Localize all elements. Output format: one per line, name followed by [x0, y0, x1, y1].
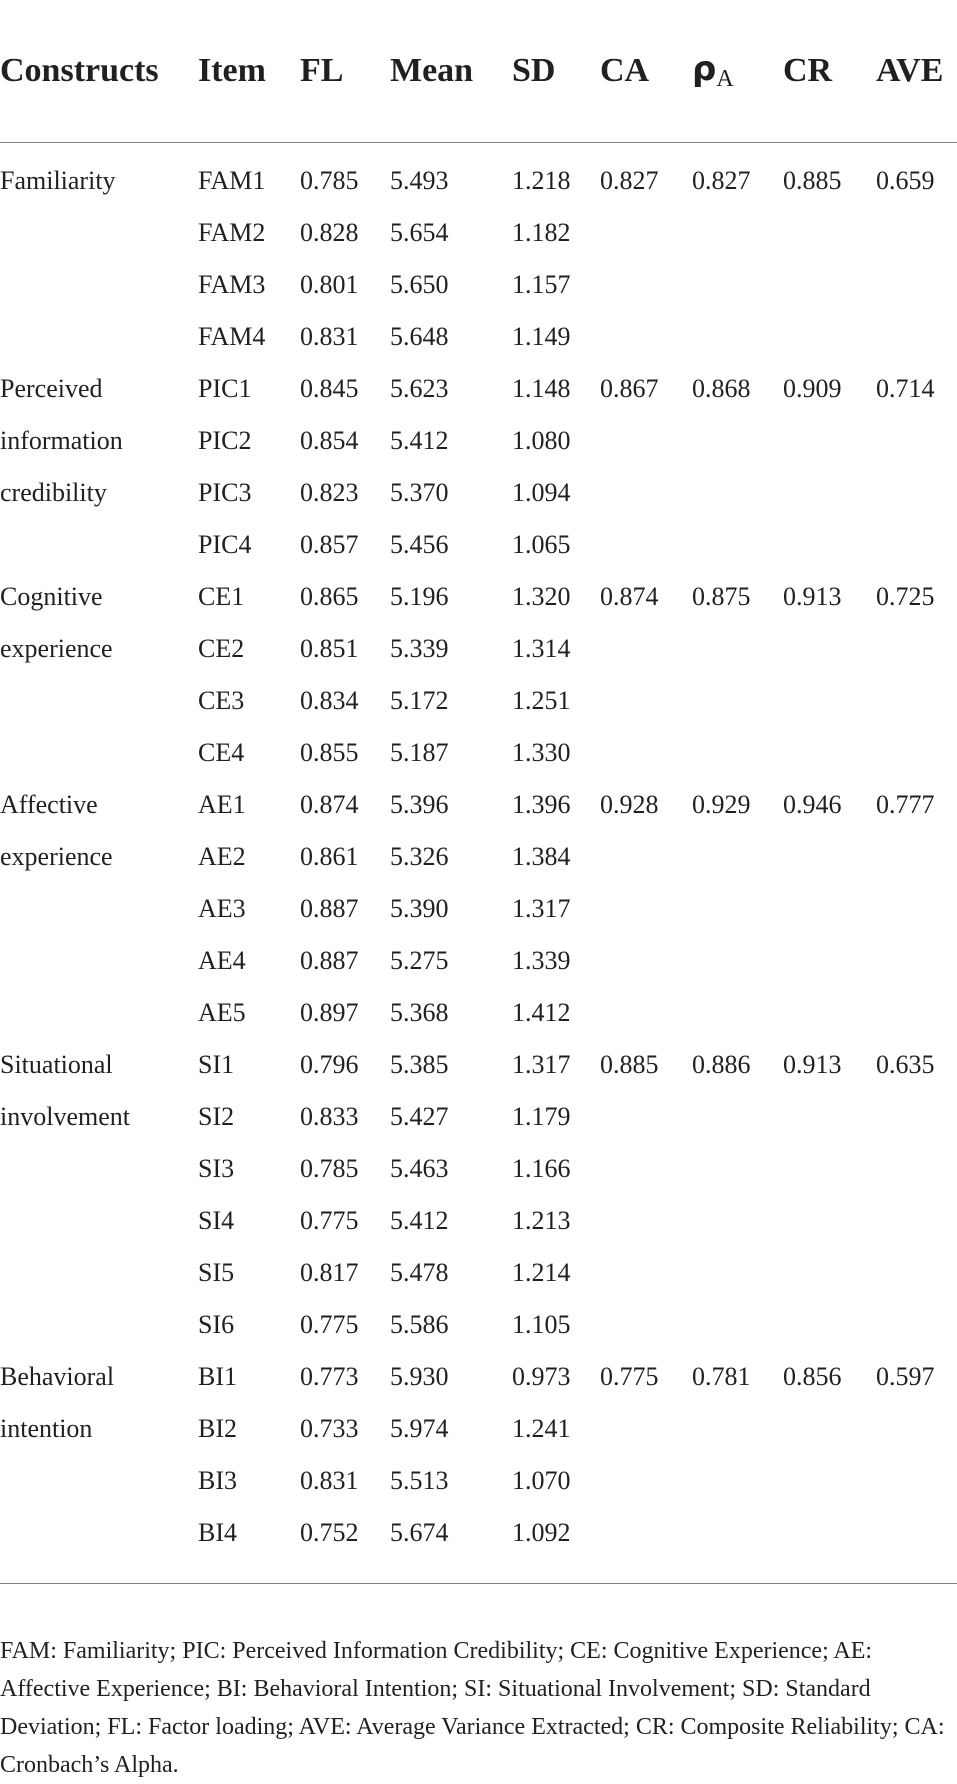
construct-cell: Behavioral	[0, 1362, 115, 1391]
ave-cell	[876, 1247, 957, 1299]
mean-cell: 5.385	[390, 1050, 449, 1079]
ave-cell	[876, 519, 957, 571]
cr-cell	[783, 519, 876, 571]
construct-cell	[0, 883, 198, 935]
cr-cell	[783, 623, 876, 675]
sd-cell: 1.317	[512, 894, 571, 923]
ave-cell	[876, 311, 957, 363]
item-cell: PIC1	[198, 374, 252, 403]
cr-cell: 0.946	[783, 790, 842, 819]
ave-cell: 0.597	[876, 1362, 935, 1391]
top-spacer-row	[0, 143, 957, 156]
item-cell: FAM3	[198, 270, 266, 299]
rho-a-cell	[692, 259, 783, 311]
ca-cell	[600, 1143, 692, 1195]
cr-cell	[783, 467, 876, 519]
table-row	[0, 207, 957, 259]
ave-cell: 0.725	[876, 582, 935, 611]
cr-cell	[783, 415, 876, 467]
table-row	[0, 1247, 957, 1299]
fl-cell: 0.851	[300, 634, 359, 663]
ave-cell	[876, 987, 957, 1039]
sd-cell: 1.065	[512, 530, 571, 559]
ca-cell: 0.874	[600, 582, 659, 611]
ca-cell	[600, 207, 692, 259]
table-row	[0, 883, 957, 935]
ca-cell	[600, 1091, 692, 1143]
sd-cell: 1.179	[512, 1102, 571, 1131]
table-row	[0, 675, 957, 727]
sd-cell: 1.166	[512, 1154, 571, 1183]
cr-cell	[783, 1507, 876, 1559]
ca-cell	[600, 519, 692, 571]
cr-cell	[783, 675, 876, 727]
mean-cell: 5.275	[390, 946, 449, 975]
mean-cell: 5.623	[390, 374, 449, 403]
fl-cell: 0.865	[300, 582, 359, 611]
item-cell: CE4	[198, 738, 245, 767]
table-row	[0, 1403, 957, 1455]
construct-cell	[0, 727, 198, 779]
fl-cell: 0.796	[300, 1050, 359, 1079]
ca-cell: 0.867	[600, 374, 659, 403]
item-cell: PIC4	[198, 530, 252, 559]
fl-cell: 0.733	[300, 1414, 359, 1443]
item-cell: FAM1	[198, 166, 266, 195]
ca-cell	[600, 831, 692, 883]
construct-cell: Situational	[0, 1050, 113, 1079]
table-body	[0, 143, 957, 1584]
ave-cell: 0.777	[876, 790, 935, 819]
mean-cell: 5.172	[390, 686, 449, 715]
cr-cell	[783, 831, 876, 883]
ca-cell	[600, 987, 692, 1039]
mean-cell: 5.493	[390, 166, 449, 195]
table-row	[0, 571, 957, 623]
item-cell: SI3	[198, 1154, 235, 1183]
mean-cell: 5.456	[390, 530, 449, 559]
mean-cell: 5.326	[390, 842, 449, 871]
item-cell: AE5	[198, 998, 246, 1027]
mean-cell: 5.390	[390, 894, 449, 923]
cr-cell	[783, 1143, 876, 1195]
item-cell: SI6	[198, 1310, 235, 1339]
rho-a-cell	[692, 467, 783, 519]
rho-a-cell: 0.875	[692, 582, 751, 611]
fl-cell: 0.874	[300, 790, 359, 819]
cr-cell	[783, 935, 876, 987]
item-cell: BI2	[198, 1414, 237, 1443]
sd-cell: 1.384	[512, 842, 571, 871]
sd-cell: 1.092	[512, 1518, 571, 1547]
sd-cell: 1.412	[512, 998, 571, 1027]
fl-cell: 0.861	[300, 842, 359, 871]
table-row	[0, 1455, 957, 1507]
ave-cell	[876, 1091, 957, 1143]
header-fl: FL	[300, 0, 390, 143]
fl-cell: 0.752	[300, 1518, 359, 1547]
ca-cell	[600, 1195, 692, 1247]
ca-cell	[600, 467, 692, 519]
table-row	[0, 779, 957, 831]
construct-cell	[0, 675, 198, 727]
construct-cell	[0, 1195, 198, 1247]
item-cell: AE3	[198, 894, 246, 923]
item-cell: SI4	[198, 1206, 235, 1235]
item-cell: SI1	[198, 1050, 235, 1079]
mean-cell: 5.368	[390, 998, 449, 1027]
fl-cell: 0.775	[300, 1310, 359, 1339]
mean-cell: 5.974	[390, 1414, 449, 1443]
ca-cell: 0.928	[600, 790, 659, 819]
fl-cell: 0.834	[300, 686, 359, 715]
item-cell: PIC3	[198, 478, 252, 507]
rho-symbol: ρ	[692, 49, 717, 89]
rho-a-cell	[692, 311, 783, 363]
mean-cell: 5.370	[390, 478, 449, 507]
ca-cell	[600, 883, 692, 935]
fl-cell: 0.857	[300, 530, 359, 559]
sd-cell: 1.396	[512, 790, 571, 819]
ca-cell	[600, 311, 692, 363]
fl-cell: 0.831	[300, 1466, 359, 1495]
rho-a-cell: 0.868	[692, 374, 751, 403]
construct-cell: Affective	[0, 790, 98, 819]
rho-a-cell	[692, 1507, 783, 1559]
ca-cell	[600, 1403, 692, 1455]
ave-cell	[876, 935, 957, 987]
item-cell: CE1	[198, 582, 245, 611]
ave-cell	[876, 415, 957, 467]
mean-cell: 5.654	[390, 218, 449, 247]
construct-cell: Familiarity	[0, 166, 116, 195]
sd-cell: 1.339	[512, 946, 571, 975]
rho-a-cell	[692, 519, 783, 571]
fl-cell: 0.887	[300, 894, 359, 923]
construct-cell: credibility	[0, 478, 107, 507]
header-row	[0, 0, 957, 143]
mean-cell: 5.396	[390, 790, 449, 819]
sd-cell: 1.070	[512, 1466, 571, 1495]
header-sd: SD	[512, 0, 600, 143]
fl-cell: 0.897	[300, 998, 359, 1027]
table-footnote: FAM: Familiarity; PIC: Perceived Information Credibility; CE: Cognitive Experience; AE: Affective Experience; BI: Behavioral Intention; SI: Situational Involvement; SD: Standard Deviation; FL: Factor loading; AVE: Average Variance Extracted; CR: Composite Reliability; CA: Cronbach’s Alpha.	[0, 1638, 945, 1778]
table-row	[0, 155, 957, 207]
ca-cell: 0.885	[600, 1050, 659, 1079]
rho-a-cell	[692, 1195, 783, 1247]
header-ave: AVE	[876, 0, 957, 143]
mean-cell: 5.187	[390, 738, 449, 767]
ave-cell	[876, 1195, 957, 1247]
item-cell: CE3	[198, 686, 245, 715]
ca-cell	[600, 727, 692, 779]
rho-a-cell	[692, 883, 783, 935]
ave-cell	[876, 727, 957, 779]
ave-cell	[876, 623, 957, 675]
cr-cell	[783, 727, 876, 779]
sd-cell: 1.182	[512, 218, 571, 247]
sd-cell: 1.148	[512, 374, 571, 403]
ave-cell	[876, 259, 957, 311]
fl-cell: 0.887	[300, 946, 359, 975]
sd-cell: 1.320	[512, 582, 571, 611]
table-row	[0, 1507, 957, 1559]
sd-cell: 1.251	[512, 686, 571, 715]
cr-cell	[783, 1247, 876, 1299]
sd-cell: 1.330	[512, 738, 571, 767]
item-cell: AE4	[198, 946, 246, 975]
sd-cell: 1.094	[512, 478, 571, 507]
rho-a-cell	[692, 935, 783, 987]
item-cell: SI2	[198, 1102, 235, 1131]
fl-cell: 0.801	[300, 270, 359, 299]
cr-cell	[783, 1455, 876, 1507]
ca-cell	[600, 259, 692, 311]
rho-a-cell: 0.781	[692, 1362, 751, 1391]
rho-a-cell: 0.929	[692, 790, 751, 819]
fl-cell: 0.817	[300, 1258, 359, 1287]
header-constructs: Constructs	[0, 0, 198, 143]
rho-a-cell	[692, 1299, 783, 1351]
cr-cell: 0.856	[783, 1362, 842, 1391]
ave-cell	[876, 831, 957, 883]
table-row	[0, 1091, 957, 1143]
item-cell: BI4	[198, 1518, 237, 1547]
fl-cell: 0.845	[300, 374, 359, 403]
item-cell: AE1	[198, 790, 246, 819]
construct-cell	[0, 519, 198, 571]
header-rho-a	[692, 0, 783, 143]
table-row	[0, 1143, 957, 1195]
sd-cell: 1.214	[512, 1258, 571, 1287]
ave-cell	[876, 1299, 957, 1351]
ave-cell: 0.635	[876, 1050, 935, 1079]
table-row	[0, 727, 957, 779]
construct-cell: involvement	[0, 1102, 130, 1131]
fl-cell: 0.833	[300, 1102, 359, 1131]
item-cell: PIC2	[198, 426, 252, 455]
ave-cell	[876, 207, 957, 259]
ave-cell	[876, 1455, 957, 1507]
table-row	[0, 935, 957, 987]
construct-cell	[0, 1143, 198, 1195]
ave-cell: 0.714	[876, 374, 935, 403]
ave-cell	[876, 467, 957, 519]
mean-cell: 5.930	[390, 1362, 449, 1391]
construct-cell: intention	[0, 1414, 93, 1443]
cr-cell	[783, 259, 876, 311]
rho-a-cell	[692, 987, 783, 1039]
rho-a-cell	[692, 1403, 783, 1455]
header-item: Item	[198, 0, 300, 143]
fl-cell: 0.854	[300, 426, 359, 455]
mean-cell: 5.648	[390, 322, 449, 351]
sd-cell: 1.213	[512, 1206, 571, 1235]
mean-cell: 5.586	[390, 1310, 449, 1339]
fl-cell: 0.828	[300, 218, 359, 247]
mean-cell: 5.513	[390, 1466, 449, 1495]
table-row	[0, 831, 957, 883]
sd-cell: 1.157	[512, 270, 571, 299]
fl-cell: 0.855	[300, 738, 359, 767]
cr-cell	[783, 1403, 876, 1455]
sd-cell: 1.241	[512, 1414, 571, 1443]
ca-cell	[600, 1299, 692, 1351]
table-row	[0, 311, 957, 363]
table-row	[0, 259, 957, 311]
rho-a-cell	[692, 831, 783, 883]
item-cell: BI1	[198, 1362, 237, 1391]
sd-cell: 1.314	[512, 634, 571, 663]
rho-a-cell: 0.886	[692, 1050, 751, 1079]
ca-cell	[600, 1455, 692, 1507]
mean-cell: 5.427	[390, 1102, 449, 1131]
cr-cell	[783, 883, 876, 935]
header-ca: CA	[600, 0, 692, 143]
rho-a-cell	[692, 727, 783, 779]
ca-cell	[600, 1507, 692, 1559]
table-row	[0, 1195, 957, 1247]
sd-cell: 0.973	[512, 1362, 571, 1391]
item-cell: CE2	[198, 634, 245, 663]
spacer-cell	[0, 143, 957, 156]
construct-cell	[0, 935, 198, 987]
table-row	[0, 1299, 957, 1351]
mean-cell: 5.339	[390, 634, 449, 663]
table-row	[0, 987, 957, 1039]
rho-a-cell	[692, 415, 783, 467]
mean-cell: 5.463	[390, 1154, 449, 1183]
mean-cell: 5.412	[390, 1206, 449, 1235]
ca-cell	[600, 935, 692, 987]
fl-cell: 0.775	[300, 1206, 359, 1235]
cr-cell: 0.913	[783, 582, 842, 611]
ave-cell	[876, 1403, 957, 1455]
ca-cell: 0.775	[600, 1362, 659, 1391]
ave-cell: 0.659	[876, 166, 935, 195]
mean-cell: 5.650	[390, 270, 449, 299]
mean-cell: 5.196	[390, 582, 449, 611]
construct-cell	[0, 1455, 198, 1507]
rho-a-cell: 0.827	[692, 166, 751, 195]
construct-cell	[0, 1247, 198, 1299]
cr-cell	[783, 1299, 876, 1351]
item-cell: SI5	[198, 1258, 235, 1287]
mean-cell: 5.412	[390, 426, 449, 455]
construct-cell: information	[0, 426, 123, 455]
sd-cell: 1.149	[512, 322, 571, 351]
table-row	[0, 1039, 957, 1091]
table-row	[0, 363, 957, 415]
fl-cell: 0.831	[300, 322, 359, 351]
bottom-rule-row	[0, 1559, 957, 1584]
header-cr: CR	[783, 0, 876, 143]
item-cell: BI3	[198, 1466, 237, 1495]
table-row	[0, 467, 957, 519]
fl-cell: 0.785	[300, 1154, 359, 1183]
cr-cell	[783, 1091, 876, 1143]
construct-cell: Cognitive	[0, 582, 103, 611]
table-row	[0, 415, 957, 467]
rho-a-cell	[692, 1247, 783, 1299]
sd-cell: 1.317	[512, 1050, 571, 1079]
rho-subscript: A	[716, 66, 734, 92]
table-row	[0, 1351, 957, 1403]
construct-cell: experience	[0, 842, 113, 871]
fl-cell: 0.785	[300, 166, 359, 195]
construct-cell: Perceived	[0, 374, 103, 403]
header-mean: Mean	[390, 0, 512, 143]
cr-cell: 0.913	[783, 1050, 842, 1079]
construct-cell	[0, 987, 198, 1039]
cr-cell	[783, 1195, 876, 1247]
spacer-cell	[0, 1559, 957, 1584]
ca-cell	[600, 675, 692, 727]
ca-cell	[600, 415, 692, 467]
fl-cell: 0.773	[300, 1362, 359, 1391]
cr-cell: 0.885	[783, 166, 842, 195]
ave-cell	[876, 1507, 957, 1559]
ave-cell	[876, 675, 957, 727]
ca-cell: 0.827	[600, 166, 659, 195]
construct-cell: experience	[0, 634, 113, 663]
item-cell: FAM4	[198, 322, 266, 351]
rho-a-cell	[692, 1455, 783, 1507]
ave-cell	[876, 1143, 957, 1195]
construct-cell	[0, 207, 198, 259]
cr-cell	[783, 987, 876, 1039]
ca-cell	[600, 623, 692, 675]
rho-a-cell	[692, 1143, 783, 1195]
mean-cell: 5.674	[390, 1518, 449, 1547]
table-row	[0, 519, 957, 571]
ca-cell	[600, 1247, 692, 1299]
construct-cell	[0, 259, 198, 311]
cr-cell	[783, 207, 876, 259]
sd-cell: 1.105	[512, 1310, 571, 1339]
cr-cell: 0.909	[783, 374, 842, 403]
cr-cell	[783, 311, 876, 363]
rho-a-cell	[692, 207, 783, 259]
construct-cell	[0, 311, 198, 363]
sd-cell: 1.080	[512, 426, 571, 455]
construct-cell	[0, 1507, 198, 1559]
sd-cell: 1.218	[512, 166, 571, 195]
item-cell: FAM2	[198, 218, 266, 247]
rho-a-cell	[692, 623, 783, 675]
ave-cell	[876, 883, 957, 935]
rho-a-cell	[692, 1091, 783, 1143]
construct-cell	[0, 1299, 198, 1351]
rho-a-cell	[692, 675, 783, 727]
mean-cell: 5.478	[390, 1258, 449, 1287]
item-cell: AE2	[198, 842, 246, 871]
table-row	[0, 623, 957, 675]
fl-cell: 0.823	[300, 478, 359, 507]
